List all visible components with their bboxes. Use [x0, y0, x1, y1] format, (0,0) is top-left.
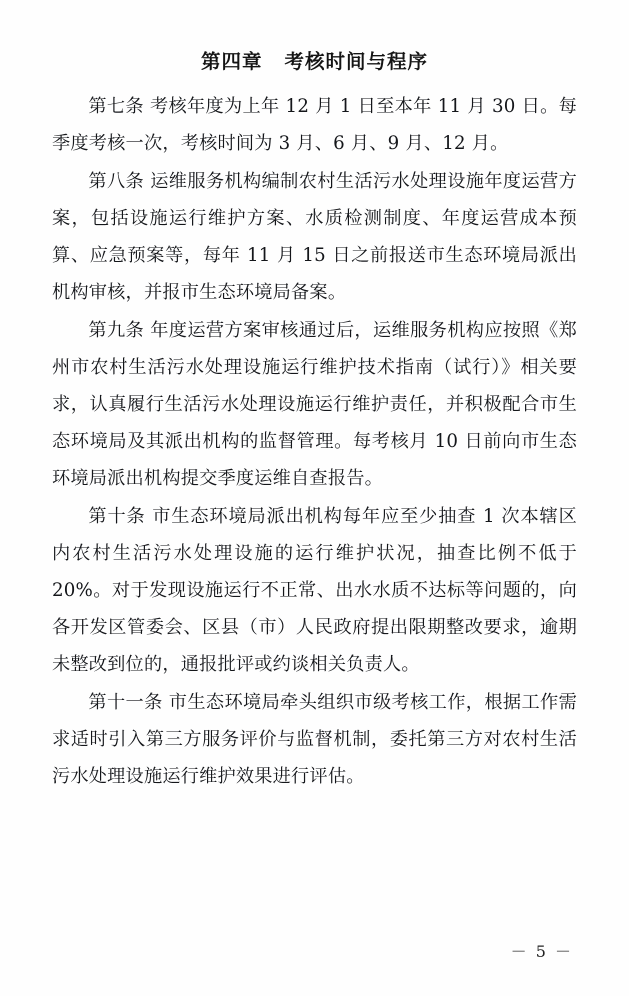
paragraph-article-11: 第十一条 市生态环境局牵头组织市级考核工作，根据工作需求适时引入第三方服务评价与监督机制，委托第三方对农村生活污水处理设施运行维护效果进行评估。: [52, 692, 577, 787]
paragraph-article-8: 第八条 运维服务机构编制农村生活污水处理设施年度运营方案，包括设施运行维护方案、水质检测制度、年度运营成本预算、应急预案等，每年 11 月 15 日之前报送市生态环境局派出机构审核，并报市生态环境局备案。: [52, 171, 577, 303]
page-title: [52, 46, 577, 74]
paragraph-article-10: 第十条 市生态环境局派出机构每年应至少抽查 1 次本辖区内农村生活污水处理设施的运行维护状况，抽查比例不低于 20%。对于发现设施运行不正常、出水水质不达标等问题的，向各开发区管委会、区县（市）人民政府提出限期整改要求，逾期未整改到位的，通报批评或约谈相关负责人。: [52, 506, 577, 675]
paragraph-article-9: 第九条 年度运营方案审核通过后，运维服务机构应按照《郑州市农村生活污水处理设施运行维护技术指南（试行）》相关要求，认真履行生活污水处理设施运行维护责任，并积极配合市生态环境局及其派出机构的监督管理。每考核月 10 日前向市生态环境局派出机构提交季度运维自查报告。: [52, 320, 577, 489]
chapter-number: 第四章: [200, 50, 263, 73]
paragraph-article-7: 第七条 考核年度为上年 12 月 1 日至本年 11 月 30 日。每季度考核一次，考核时间为 3 月、6 月、9 月、12 月。: [52, 96, 577, 154]
page-number: － 5 －: [510, 942, 573, 961]
chapter-heading: 考核时间与程序: [284, 50, 429, 73]
